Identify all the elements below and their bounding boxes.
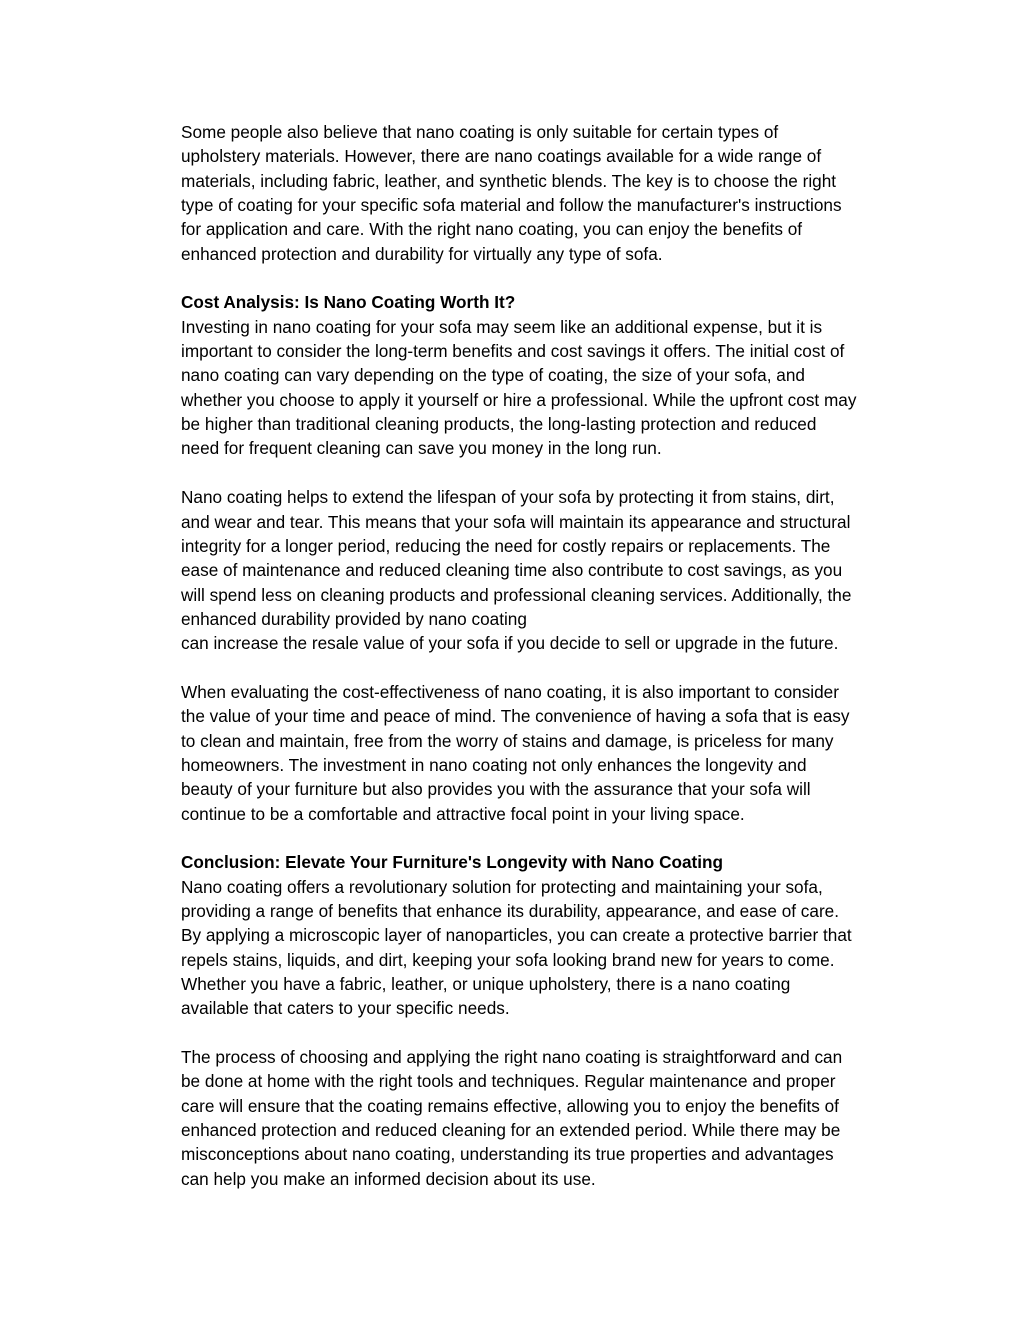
cost-analysis-section [181,290,911,826]
intro-paragraph: Some people also believe that nano coating is only suitable for certain types of upholstery materials. However, there are nano coatings available for a wide range of materials, including fabric, leather, and synthetic blends. The key is to choose the right type of coating for your specific sofa material and follow the manufacturer's instructions for application and care. With the right nano coating, you can enjoy the benefits of enhanced protection and durability for virtually any type of sofa. [181,122,842,264]
cost-paragraph-3: When evaluating the cost-effectiveness of nano coating, it is also important to consider the value of your time and peace of mind. The convenience of having a sofa that is easy to clean and maintain, free from the worry of stains and damage, is priceless for many homeowners. The investment in nano coating not only enhances the longevity and beauty of your furniture but also provides you with the assurance that your sofa will continue to be a comfortable and attractive focal point in your living space. [181,681,850,824]
conclusion-paragraph-2: The process of choosing and applying the right nano coating is straightforward and can be done at home with the right tools and techniques. Regular maintenance and proper care will ensure that the coating remains effective, allowing you to enjoy the benefits of enhanced protection and reduced cleaning for an extended period. While there may be misconceptions about nano coating, understanding its true properties and advantages can help you make an informed decision about its use. [181,1047,843,1189]
cost-paragraph-1: Investing in nano coating for your sofa may seem like an additional expense, but it is important to consider the long-term benefits and cost savings it offers. The initial cost of nano coating can vary depending on the type of coating, the size of your sofa, and whether you choose to apply it yourself or hire a professional. While the upfront cost may be higher than traditional cleaning products, the long-lasting protection and reduced need for frequent cleaning can save you money in the long run. [181,316,857,459]
document-page [181,120,911,1215]
conclusion-section [181,850,911,1191]
cost-analysis-heading: Cost Analysis: Is Nano Coating Worth It? [181,292,516,313]
conclusion-heading: Conclusion: Elevate Your Furniture's Longevity with Nano Coating [181,852,724,873]
conclusion-paragraph-1: Nano coating offers a revolutionary solution for protecting and maintaining your sofa, providing a range of benefits that enhance its durability, appearance, and ease of care. By applying a microscopic layer of nanoparticles, you can create a protective barrier that repels stains, liquids, and dirt, keeping your sofa looking brand new for years to come. Whether you have a fabric, leather, or unique upholstery, there is a nano coating available that caters to your specific needs. [181,876,852,1019]
cost-paragraph-2: Nano coating helps to extend the lifespan of your sofa by protecting it from stains, dirt, and wear and tear. This means that your sofa will maintain its appearance and structural integrity for a longer period, reducing the need for costly repairs or replacements. The ease of maintenance and reduced cleaning time also contribute to cost savings, as you will spend less on cleaning products and professional cleaning services. Additionally, the enhanced durability provided by nano coating can increase the resale value of your sofa if you decide to sell or upgrade in the future. [181,487,852,654]
